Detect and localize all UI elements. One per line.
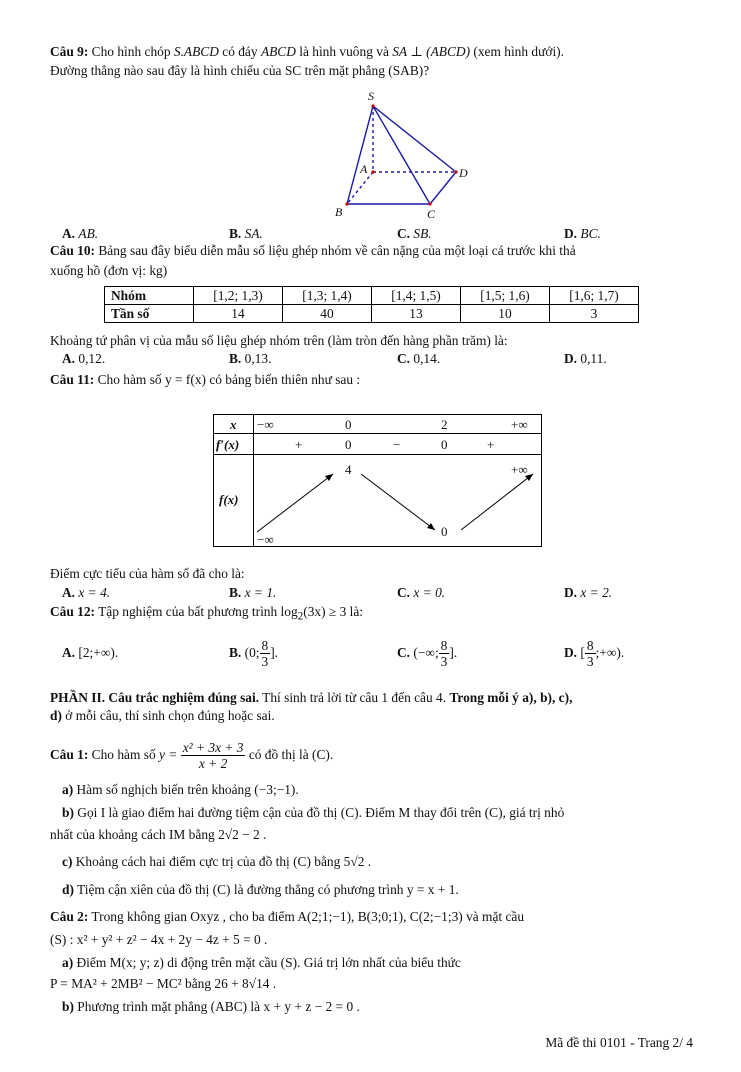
q12-option-c[interactable]: C. (−∞; $\frac{8}{3}$ ].	[397, 638, 458, 670]
q11-option-c[interactable]: C. x = 0.	[397, 585, 446, 600]
q11-label: Câu 11:	[50, 372, 95, 387]
svg-text:−: −	[393, 437, 401, 452]
svg-text:−∞: −∞	[257, 532, 274, 547]
q12-option-a[interactable]: A. [2;+∞).	[62, 645, 119, 660]
svg-text:0: 0	[441, 524, 448, 539]
p2q2-sphere: (S) : x² + y² + z² − 4x + 2y − 4z + 5 = 0 .	[50, 932, 268, 947]
part2-line2: d) ở mỗi câu, thí sinh chọn đúng hoặc sai.	[50, 708, 275, 723]
q11-option-d[interactable]: D. x = 2.	[564, 585, 613, 600]
q11-line1: Câu 11: Cho hàm số y = f(x) có bảng biến thiên như sau :	[50, 372, 361, 387]
svg-text:0: 0	[345, 417, 352, 432]
p2q2-statement-a-cont: P = MA² + 2MB² − MC² bằng 26 + 8√14 .	[50, 976, 277, 991]
q12-option-d[interactable]: D. [ $\frac{8}{3}$ ;+∞).	[564, 638, 625, 670]
q10-option-a[interactable]: A. 0,12.	[62, 351, 106, 366]
variation-table	[213, 414, 543, 548]
q10-option-d[interactable]: D. 0,11.	[564, 351, 607, 366]
q10-line1: Câu 10: Bảng sau đây biểu diễn mẫu số liệu ghép nhóm về cân nặng của một loại cá trước khi thả	[50, 243, 576, 258]
q12-line1: Câu 12: Tập nghiệm của bất phương trình $\log_2(3x) \ge 3$ là:	[50, 604, 364, 623]
q9-option-d[interactable]: D. BC.	[564, 226, 601, 241]
p2q1-statement-d[interactable]: d) Tiệm cận xiên của đồ thị (C) là đường thẳng có phương trình y = x + 1.	[62, 882, 459, 897]
table-row: Nhóm [1,2; 1,3) [1,3; 1,4) [1,4; 1,5) [1,5; 1,6) [1,6; 1,7)	[105, 287, 639, 305]
p2q1-stem: Câu 1: Cho hàm số y = $\frac{\text{x² + 3x + 3}}{x + 2}$ có đồ thị là (C).	[50, 740, 334, 772]
vertex-S: S	[368, 89, 374, 103]
svg-text:0: 0	[441, 437, 448, 452]
part2-heading: PHẦN II. Câu trắc nghiệm đúng sai. Thí sinh trả lời từ câu 1 đến câu 4. Trong mỗi ý a), b), c),	[50, 690, 573, 705]
q11-question: Điểm cực tiểu của hàm số đã cho là:	[50, 566, 245, 581]
p2q2-statement-a[interactable]: a) Điểm M(x; y; z) di động trên mặt cầu (S). Giá trị lớn nhất của biểu thức	[62, 955, 461, 970]
pyramid-figure	[320, 88, 480, 223]
p2q1-statement-c[interactable]: c) Khoảng cách hai điểm cực trị của đồ thị (C) bằng 5√2 .	[62, 854, 372, 869]
q11-options	[62, 584, 693, 602]
q9-label: Câu 9:	[50, 44, 89, 59]
p2q1-statement-b-cont: nhất của khoảng cách IM bằng 2√2 − 2 .	[50, 827, 267, 842]
vertex-D: D	[459, 166, 468, 180]
p2q2-statement-b[interactable]: b) Phương trình mặt phẳng (ABC) là x + y + z − 2 = 0 .	[62, 999, 360, 1014]
frequency-table	[104, 286, 639, 323]
q9-option-a[interactable]: A. AB.	[62, 226, 99, 241]
q10-line2: xuống hồ (đơn vị: kg)	[50, 263, 168, 278]
q11-option-b[interactable]: B. x = 1.	[229, 585, 277, 600]
q9-option-b[interactable]: B. SA.	[229, 226, 263, 241]
vertex-B: B	[335, 205, 343, 219]
q12-option-b[interactable]: B. (0; $\frac{8}{3}$ ].	[229, 638, 279, 670]
q10-question: Khoảng tứ phân vị của mẫu số liệu ghép nhóm trên (làm tròn đến hàng phần trăm) là:	[50, 333, 508, 348]
svg-text:+: +	[295, 437, 303, 452]
p2q1-label: Câu 1:	[50, 747, 89, 762]
q12-label: Câu 12:	[50, 604, 96, 619]
p2q2-label: Câu 2:	[50, 909, 89, 924]
q10-label: Câu 10:	[50, 243, 96, 258]
svg-text:+∞: +∞	[511, 462, 528, 477]
q10-options	[62, 350, 693, 368]
bbt-f-label: f(x)	[219, 492, 239, 507]
bbt-fp-label: f′(x)	[216, 437, 240, 452]
q11-option-a[interactable]: A. x = 4.	[62, 585, 111, 600]
q9-options	[62, 225, 693, 243]
vertex-C: C	[427, 207, 436, 221]
q12-options	[62, 636, 693, 670]
p2q1-statement-a[interactable]: a) Hàm số nghịch biến trên khoảng (−3;−1).	[62, 782, 299, 797]
p2q2-stem: Câu 2: Trong không gian Oxyz , cho ba điểm A(2;1;−1), B(3;0;1), C(2;−1;3) và mặt cầu	[50, 909, 525, 924]
q9-option-c[interactable]: C. SB.	[397, 226, 432, 241]
p2q1-statement-b[interactable]: b) Gọi I là giao điểm hai đường tiệm cận của đồ thị (C). Điểm M thay đổi trên (C), giá trị nhỏ	[62, 805, 565, 820]
svg-text:2: 2	[441, 417, 448, 432]
bbt-x-label: x	[230, 417, 237, 432]
q9-line1: Câu 9: Cho hình chóp S.ABCD có đáy ABCD là hình vuông và SA ⊥ (ABCD) (xem hình dưới).	[50, 44, 564, 59]
svg-text:4: 4	[345, 462, 352, 477]
q10-option-c[interactable]: C. 0,14.	[397, 351, 441, 366]
q10-option-b[interactable]: B. 0,13.	[229, 351, 272, 366]
vertex-A: A	[360, 162, 368, 176]
svg-text:0: 0	[345, 437, 352, 452]
svg-text:+: +	[487, 437, 495, 452]
table-row: Tần số 14 40 13 10 3	[105, 305, 639, 323]
page-footer: Mã đề thi 0101 - Trang 2/ 4	[545, 1035, 693, 1050]
svg-text:−∞: −∞	[257, 417, 274, 432]
q9-line2: Đường thẳng nào sau đây là hình chiếu của SC trên mặt phẳng (SAB)?	[50, 63, 430, 78]
svg-text:+∞: +∞	[511, 417, 528, 432]
